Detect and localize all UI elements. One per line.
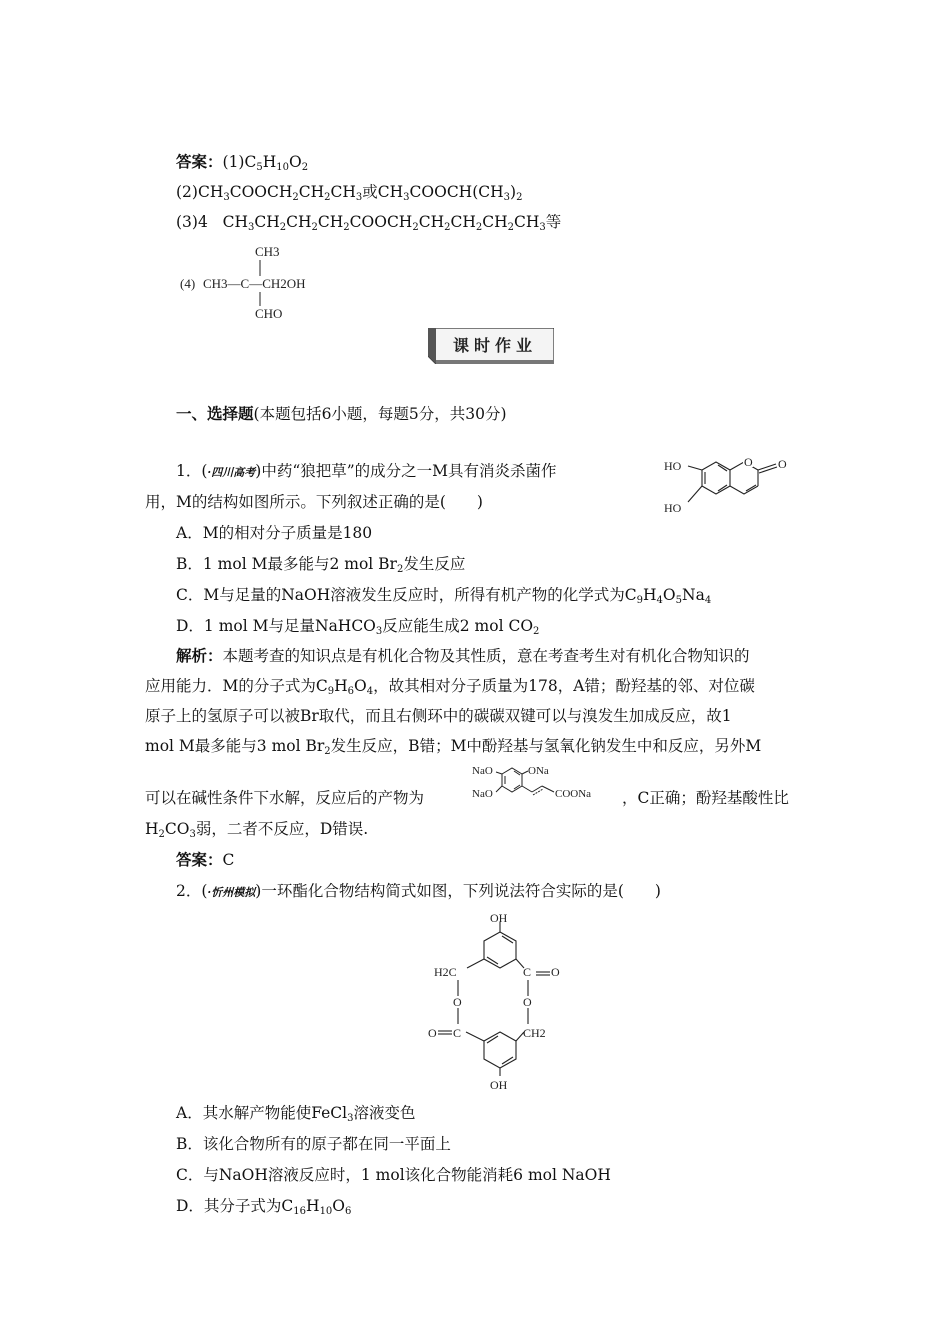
q2-h2c-left: H2C: [434, 965, 457, 979]
q1-stem-line-1: 1．(·四川高考)中药“狼把草”的成分之一M具有消炎杀菌作: [176, 462, 557, 480]
q1-carbonyl-o: O: [778, 457, 787, 471]
q1-option-a: A．M的相对分子质量是180: [176, 524, 373, 542]
q1-analysis-line-2: 应用能力．M的分子式为$C_9H_6O_4$，故其相对分子质量为178，A错；酚羟基的邻、对位碳: [145, 677, 755, 697]
q1-oh-bottom: HO: [664, 501, 682, 515]
section-heading: [176, 404, 507, 424]
section-banner: [428, 328, 554, 364]
q2-stem: 2．(·忻州模拟)一环酯化合物结构简式如图，下列说法符合实际的是( ): [176, 882, 661, 900]
q1-source: ·四川高考: [207, 466, 256, 479]
q1-analysis-line-1: 解析：本题考查的知识点是有机化合物及其性质，意在考查考生对有机化合物知识的: [176, 646, 750, 665]
q2-o-left: O: [453, 995, 462, 1009]
struct4-num: (4): [180, 276, 196, 291]
answer-line-2: [176, 182, 522, 202]
q1-stem-line-2: 用，M的结构如图所示。下列叙述正确的是( ): [145, 493, 483, 511]
q1-oh-top: HO: [664, 459, 682, 473]
q1-option-c: C．M与足量的NaOH溶液发生反应时，所得有机产物的化学式为$C_9H_4O_5Na_4$: [176, 586, 712, 606]
q1-analysis-line-3: 原子上的氢原子可以被Br取代，而且右侧环中的碳碳双键可以与溴发生加成反应，故1: [145, 707, 732, 725]
q2-o-right: O: [523, 995, 532, 1009]
q1-analysis-line-6: $H_2CO_3$弱，二者不反应，D错误.: [145, 820, 369, 840]
q2-c-top: C: [523, 965, 532, 979]
q1-product-structure: [470, 762, 630, 808]
q2-option-a: A．其水解产物能使FeCl$_3$溶液变色: [176, 1104, 416, 1124]
struct4-mid: CH3—C—CH2OH: [203, 276, 306, 291]
product-ona-2: ONa: [528, 765, 549, 777]
product-ona-3: NaO: [472, 788, 493, 800]
answer-line-3: (3)4 $CH_3CH_2CH_2CH_2COOCH_2CH_2CH_2CH_2CH_3$等: [176, 213, 562, 233]
answer-label: 答案：: [176, 152, 223, 171]
q1-analysis-line-5a: 可以在碱性条件下水解，反应后的产物为: [145, 789, 425, 807]
q2-option-d: D．其分子式为$C_{16}H_{10}O_6$: [176, 1197, 352, 1217]
section-title: 一、选择题: [176, 404, 254, 423]
q1-analysis-line-5b: ，C正确；酚羟基酸性比: [622, 789, 789, 807]
answer-line-2-text: $(2)CH_3COOCH_2CH_2CH_3$或$CH_3COOCH(CH_3)_2$: [176, 183, 523, 203]
q1-answer: 答案：C: [176, 850, 235, 869]
q1-ring-o: O: [744, 455, 753, 469]
q1-option-d: D．1 mol M与足量NaHCO$_3$反应能生成2 mol $CO_2$: [176, 617, 540, 637]
struct4-bottom: CHO: [255, 306, 283, 321]
product-ona-1: NaO: [472, 765, 493, 777]
q2-oh-bottom: OH: [490, 1078, 508, 1092]
formula-1: $C_5H_{10}O_2$: [244, 153, 309, 173]
q2-o-carbonyl-bottom: O: [428, 1026, 437, 1040]
product-coona: COONa: [555, 788, 592, 800]
q2-source: ·忻州模拟: [207, 886, 256, 899]
q2-c-bottom: C: [453, 1026, 462, 1040]
answer-structure-4: [176, 240, 356, 326]
banner-text: 课时作业: [452, 336, 538, 355]
q2-structure: [420, 908, 580, 1092]
q2-o-carbonyl-top: O: [551, 965, 560, 979]
q2-oh-top: OH: [490, 911, 508, 925]
struct4-top: CH3: [255, 244, 280, 259]
q1-option-b: B．1 mol M最多能与2 mol $Br_2$发生反应: [176, 555, 466, 575]
analysis-label: 解析：: [176, 646, 223, 665]
q2-option-c: C．与NaOH溶液反应时，1 mol该化合物能消耗6 mol NaOH: [176, 1166, 611, 1184]
q2-ch2-right: CH2: [523, 1026, 546, 1040]
q1-analysis-line-4: mol M最多能与3 mol $Br_2$发生反应，B错；M中酚羟基与氢氧化钠发生中和反应，另外M: [145, 737, 762, 757]
section-desc: (本题包括6小题，每题5分，共30分): [253, 405, 507, 423]
answer-line-1: 答案：$(1)C_5H_{10}O_2$: [176, 152, 309, 173]
q1-structure: [660, 454, 810, 524]
q2-option-b: B．该化合物所有的原子都在同一平面上: [176, 1135, 451, 1153]
answer-line-3-text: $CH_3CH_2CH_2CH_2COOCH_2CH_2CH_2CH_2CH_3$等: [222, 213, 562, 233]
